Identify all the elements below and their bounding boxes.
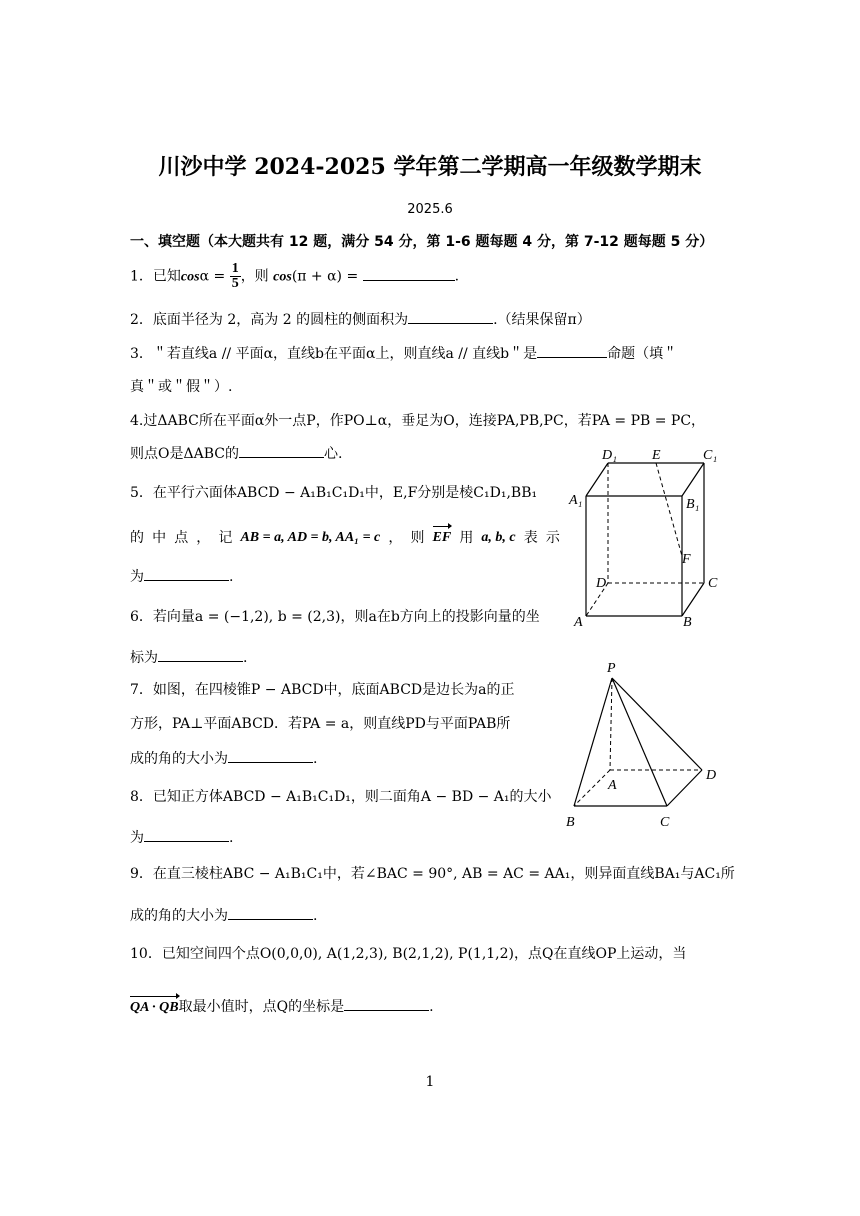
answer-blank-10[interactable]: [344, 996, 429, 1011]
question-4: 4.过ΔABC所在平面α外一点P，作PO⊥α，垂足为O，连接PA,PB,PC，若PA = PB = PC，: [130, 413, 706, 429]
answer-blank-3[interactable]: [537, 343, 607, 358]
parallelepiped-figure: [566, 446, 736, 632]
question-6: 6．若向量a = (−1,2), b = (2,3)，则a在b方向上的投影向量的坐: [130, 609, 540, 625]
question-9: 9．在直三棱柱ABC − A₁B₁C₁中，若∠BAC = 90°, AB = AC = AA₁，则异面直线BA₁与AC₁所: [130, 866, 735, 882]
answer-blank-7[interactable]: [228, 748, 313, 763]
question-5: 5．在平行六面体ABCD − A₁B₁C₁D₁中，E,F分别是棱C₁D₁,BB₁: [130, 485, 538, 501]
label-D1: D₁: [602, 448, 617, 463]
label-C: C: [708, 576, 718, 591]
exam-date: 2025.6: [407, 202, 453, 217]
question-1: 1．已知cosα = $\frac{1}{5}$ ，则 cos(π + α) = .: [130, 261, 460, 291]
label-B: B: [683, 615, 692, 630]
question-3-cont: 真＂或＂假＂）.: [130, 379, 233, 395]
question-9-cont: 成的角的大小为 .: [130, 905, 317, 926]
label-D: D: [706, 768, 717, 783]
question-5-cont2: 为 .: [130, 566, 233, 587]
label-P: P: [607, 661, 616, 676]
label-B: B: [566, 815, 575, 830]
label-A1: A₁: [569, 493, 583, 508]
page-number: 1: [425, 1074, 435, 1090]
label-A: A: [574, 615, 583, 630]
section-heading: 一、填空题（本大题共有 12 题，满分 54 分，第 1-6 题每题 4 分，第 7-12 题每题 5 分）: [130, 234, 714, 250]
answer-blank-4[interactable]: [239, 443, 324, 458]
answer-blank-2[interactable]: [408, 309, 493, 324]
label-E: E: [652, 448, 661, 463]
answer-blank-1[interactable]: [363, 266, 455, 281]
question-3: 3．＂若直线a // 平面α，直线b在平面α上，则直线a // 直线b＂是 命题（填＂: [130, 343, 677, 364]
question-8: 8．已知正方体ABCD − A₁B₁C₁D₁，则二面角A − BD − A₁的大小: [130, 789, 552, 805]
label-B1: B₁: [686, 497, 700, 512]
question-4-cont: 则点O是ΔABC的 心.: [130, 443, 342, 464]
label-A: A: [608, 778, 617, 793]
answer-blank-6[interactable]: [158, 647, 243, 662]
question-7: 7．如图，在四棱锥P − ABCD中，底面ABCD是边长为a的正: [130, 682, 515, 698]
answer-blank-8[interactable]: [144, 827, 229, 842]
label-F: F: [682, 552, 691, 567]
question-10: 10．已知空间四个点O(0,0,0), A(1,2,3), B(2,1,2), P(1,1,2)，点Q在直线OP上运动，当: [130, 946, 687, 962]
page-title: 川沙中学 2024-2025 学年第二学期高一年级数学期末: [158, 154, 702, 180]
question-7-cont: 方形，PA⊥平面ABCD．若PA = a，则直线PD与平面PAB所: [130, 716, 511, 732]
label-C1: C₁: [703, 448, 718, 463]
question-5-cont: 的 中 点 ， 记 AB = a, AD = b, AA₁ = c ， 则 EF 用 a, b, c 表 示: [130, 530, 560, 546]
question-7-cont2: 成的角的大小为 .: [130, 748, 317, 769]
label-C: C: [660, 815, 670, 830]
question-10-cont: QA · QB取最小值时，点Q的坐标是 .: [130, 996, 434, 1018]
answer-blank-9[interactable]: [228, 905, 313, 920]
question-8-cont: 为 .: [130, 827, 233, 848]
question-2: 2．底面半径为 2，高为 2 的圆柱的侧面积为 .（结果保留π）: [130, 309, 591, 330]
question-6-cont: 标为 .: [130, 647, 247, 668]
answer-blank-5[interactable]: [144, 566, 229, 581]
fraction: $\frac{1}{5}$: [231, 261, 239, 291]
label-D: D: [596, 576, 607, 591]
pyramid-figure: [560, 656, 740, 836]
